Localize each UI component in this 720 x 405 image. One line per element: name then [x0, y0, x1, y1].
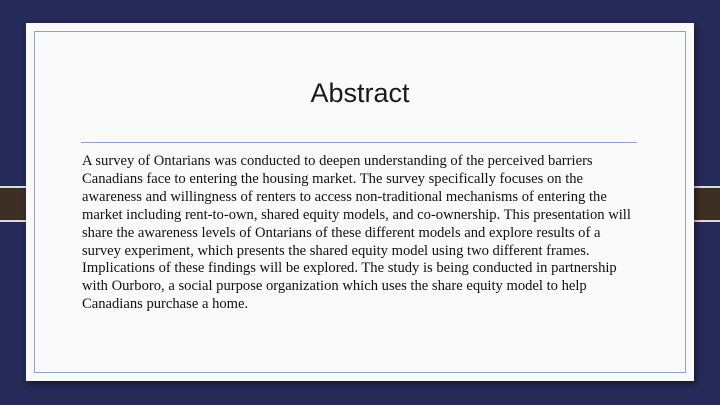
title-divider: [81, 142, 637, 143]
abstract-text: A survey of Ontarians was conducted to deepen understanding of the perceived barriers Canadians face to entering the housing market. The survey specifically focuses on the awareness and willingness of renters to access non-traditional mechanisms of entering the market including rent-to-own, shared equity models, and co-ownership. This presentation will share the awareness levels of Ontarians of these different models and explore results of a survey experiment, which presents the shared equity model using two different frames. Implications of these findings will be explored. The study is being conducted in partnership with Ourboro, a social purpose organization which uses the share equity model to help Canadians purchase a home.: [82, 153, 631, 313]
slide-title: Abstract: [310, 78, 410, 108]
